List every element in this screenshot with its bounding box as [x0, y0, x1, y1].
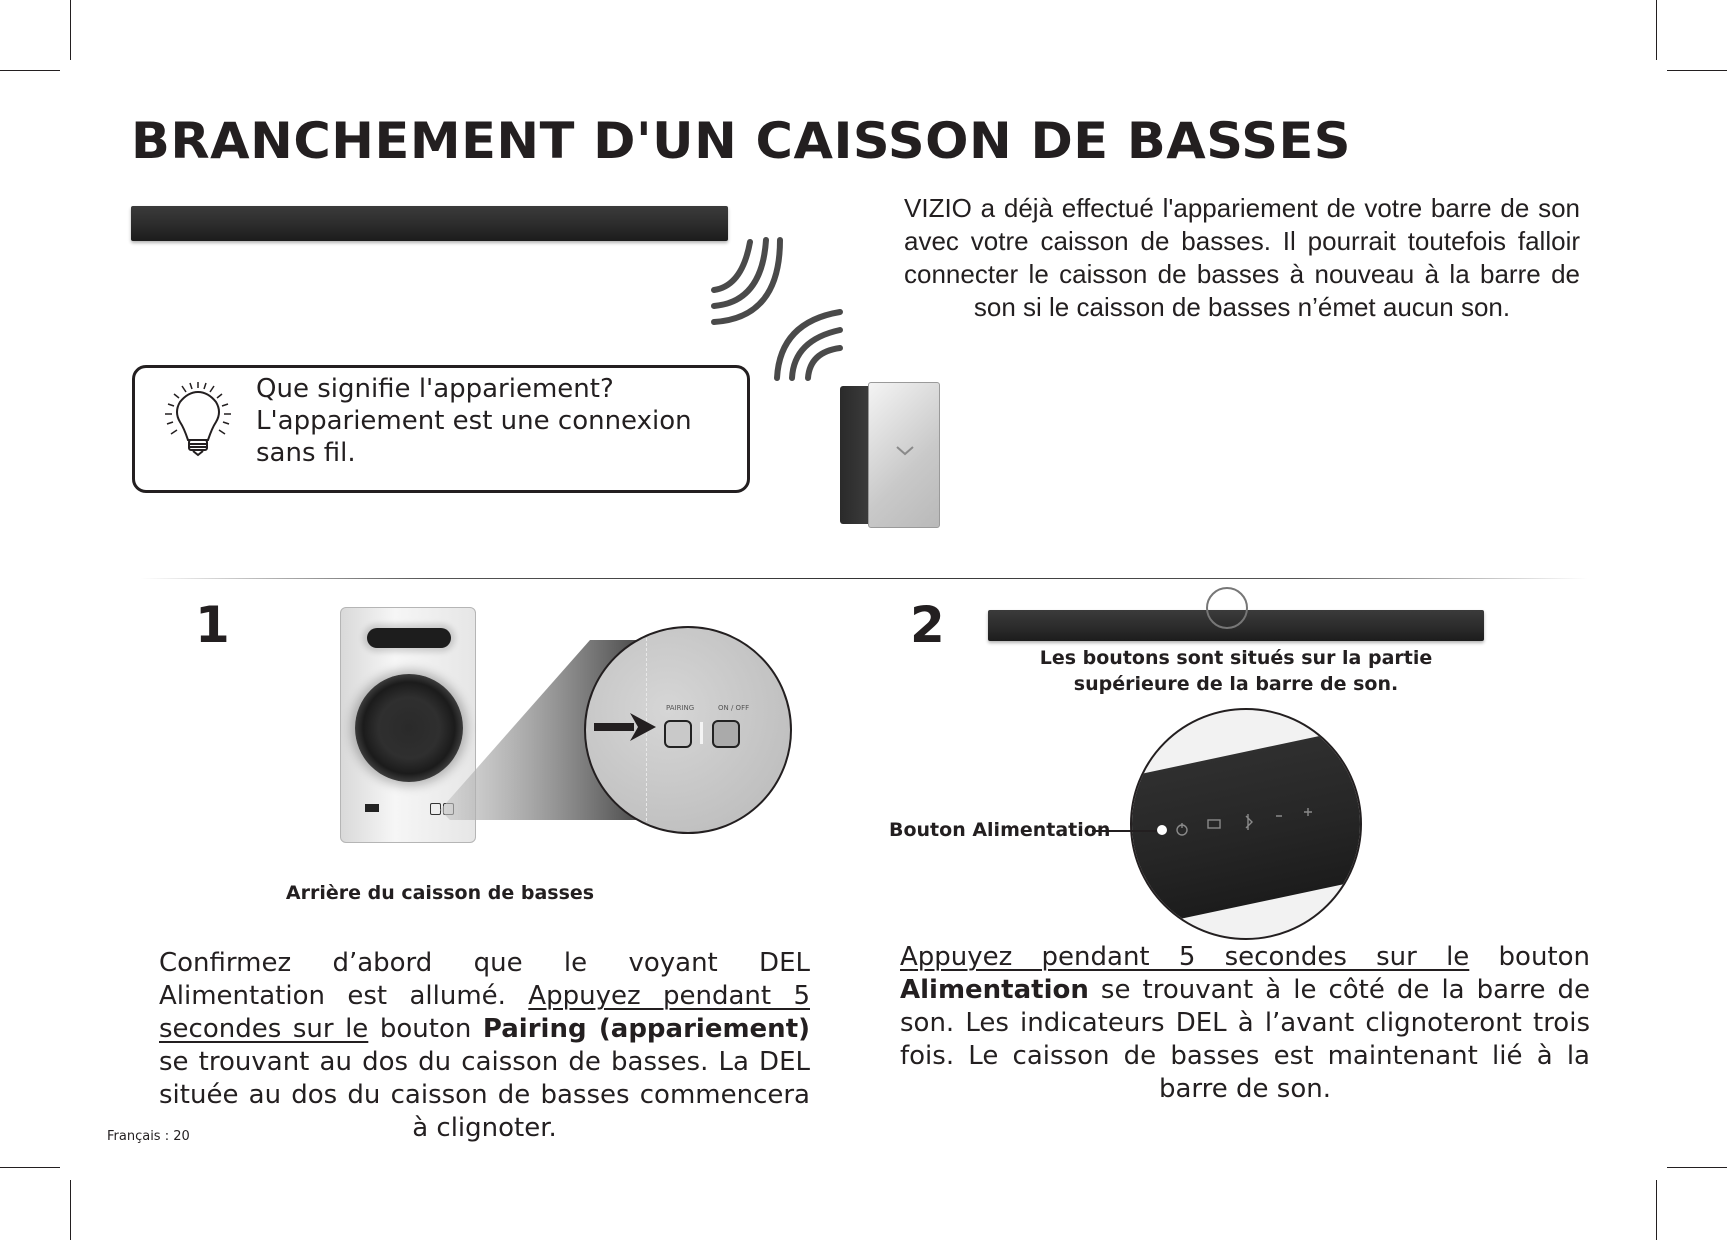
page-title: BRANCHEMENT D'UN CAISSON DE BASSES [131, 112, 1352, 170]
arrow-right-icon [594, 712, 656, 742]
tip-text [256, 373, 736, 469]
subwoofer-front-image [840, 382, 940, 528]
step-1-number: 1 [195, 596, 230, 654]
crop-mark [1667, 70, 1727, 71]
soundbar-image [131, 206, 728, 241]
page-number: Français : 20 [107, 1129, 190, 1144]
lightbulb-icon [160, 382, 236, 462]
step-1-instructions: Confirmez d’abord que le voyant DEL Alimentation est allumé. Appuyez pendant 5 secondes sur le bouton Pairing (appariement) se trouvant au dos du caisson de basses. La DEL située au dos du caisson de basses commencera à clignoter. [159, 948, 811, 1143]
section-divider [140, 578, 1588, 579]
tip-question: Que signifie l'appariement? [256, 374, 614, 404]
crop-mark [70, 0, 71, 60]
step-2-instructions: Appuyez pendant 5 secondes sur le bouton Alimentation se trouvant à le côté de la barre de son. Les indicateurs DEL à l’avant clignoteront trois fois. Le caisson de basses est maintenant lié à la barre de son. [900, 942, 1590, 1104]
power-button-callout: Bouton Alimentation [889, 819, 1111, 841]
crop-mark [1667, 1167, 1727, 1168]
soundbar-buttons-zoom [1130, 708, 1362, 940]
step-1-caption: Arrière du caisson de basses [285, 882, 595, 904]
button-location-circle [1206, 587, 1248, 629]
power-button[interactable] [712, 720, 740, 748]
callout-dot [1157, 825, 1167, 835]
crop-mark [70, 1180, 71, 1240]
crop-mark [1656, 0, 1657, 60]
onoff-label: ON / OFF [718, 704, 750, 712]
intro-paragraph: VIZIO a déjà effectué l'appariement de votre barre de son avec votre caisson de basses. Il pourrait toutefois falloir connecter le caisson de basses à nouveau à la barre de son si le caisson de basses n’émet aucun son. [904, 193, 1580, 322]
crop-mark [1656, 1180, 1657, 1240]
crop-mark [0, 1167, 60, 1168]
pairing-label: PAIRING [666, 704, 695, 712]
step-2-caption: Les boutons sont situés sur la partie supérieure de la barre de son. [1039, 647, 1433, 695]
tip-answer: L'appariement est une connexion sans fil. [256, 406, 692, 468]
pairing-button[interactable] [664, 720, 692, 748]
crop-mark [0, 70, 60, 71]
step-2-number: 2 [910, 596, 945, 654]
